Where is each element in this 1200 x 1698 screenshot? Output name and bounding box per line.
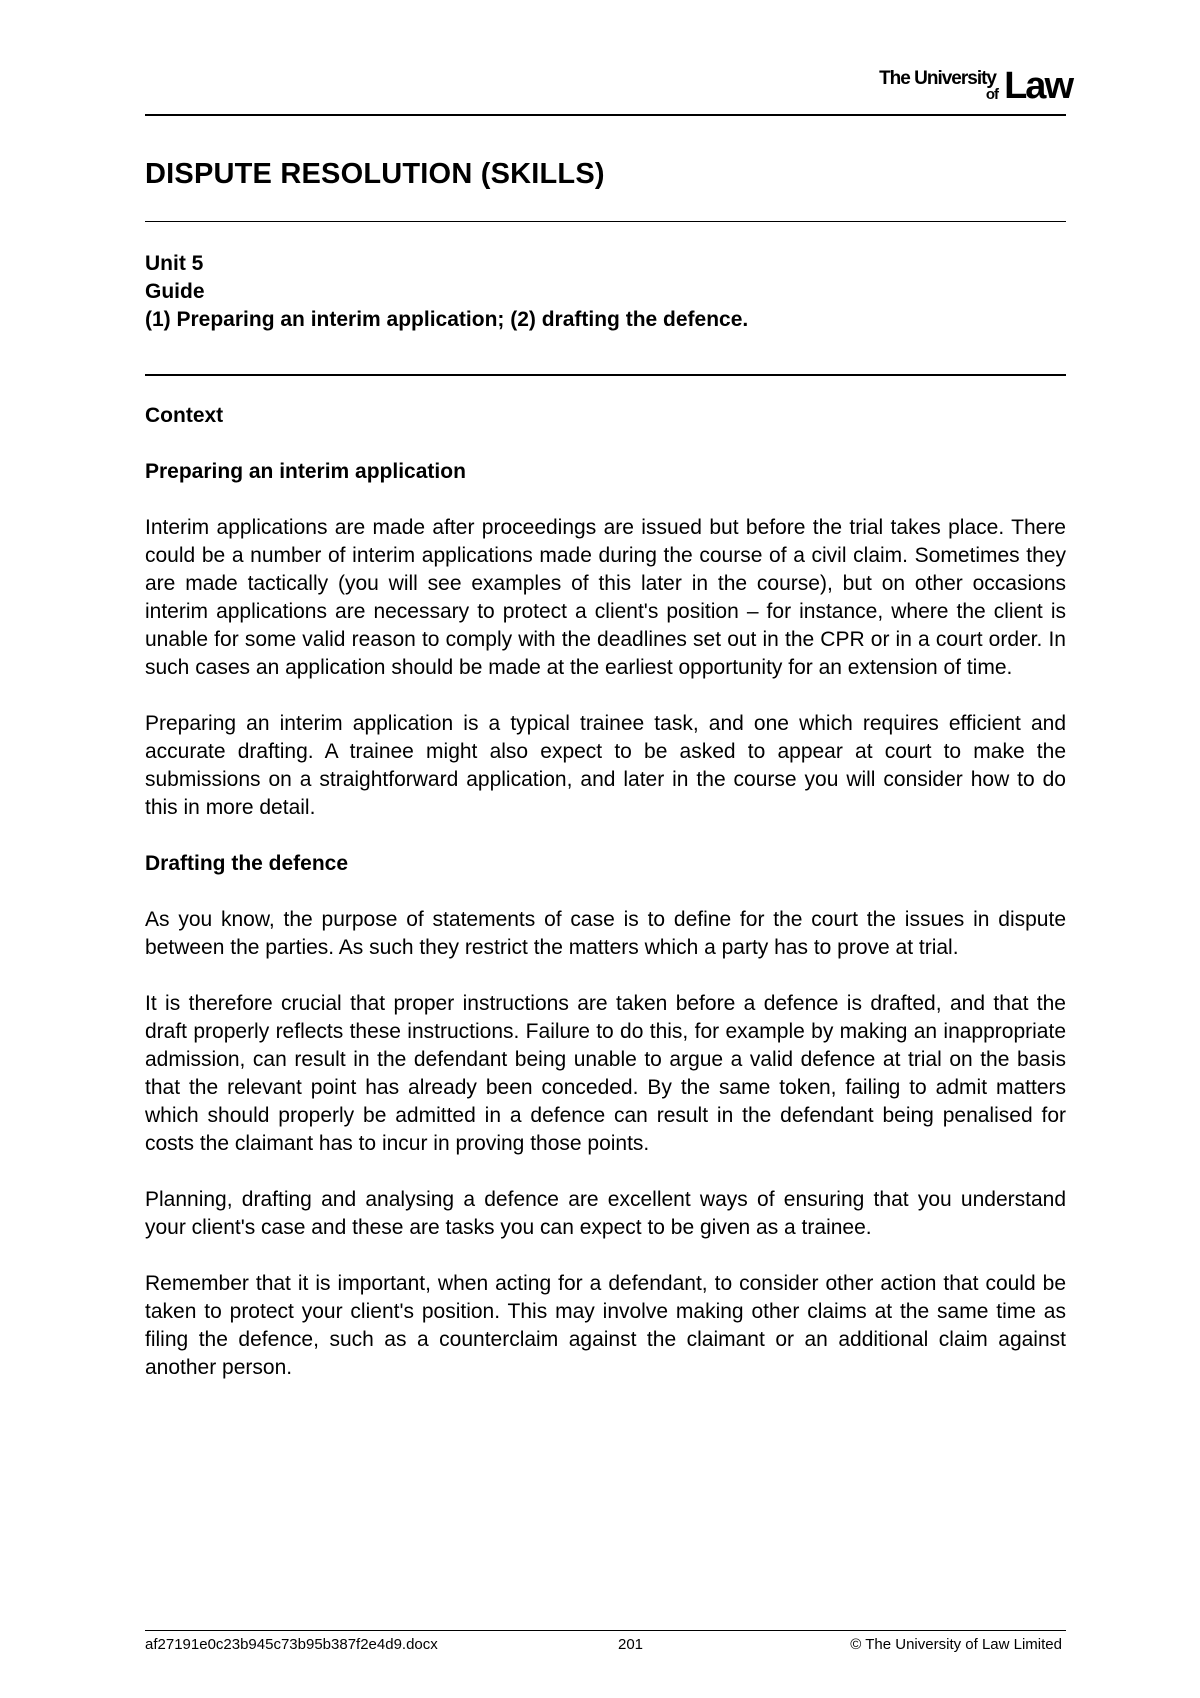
document-body [145, 402, 1066, 1410]
unit-subtitle: (1) Preparing an interim application; (2) drafting the defence. [145, 308, 749, 331]
defence-paragraph-1: As you know, the purpose of statements of case is to define for the court the issues in dispute between the parties. As such they restrict the matters which a party has to prove at trial. [145, 908, 1066, 959]
interim-heading: Preparing an interim application [145, 460, 466, 483]
footer-copyright: © The University of Law Limited [850, 1636, 1062, 1653]
interim-paragraph-2: Preparing an interim application is a typical trainee task, and one which requires efficient and accurate drafting. A trainee might also expect to be asked to appear at court to make the submissions on a straightforward application, and later in the course you will consider how to do this in more detail. [145, 712, 1066, 819]
guide-label: Guide [145, 280, 205, 303]
header-rule [145, 114, 1066, 116]
section-rule [145, 374, 1066, 376]
document-title: DISPUTE RESOLUTION (SKILLS) [145, 158, 605, 190]
title-rule [145, 221, 1066, 222]
page-footer [145, 1636, 1066, 1660]
unit-info [145, 250, 1066, 334]
logo-line-3: Law [1004, 65, 1072, 107]
interim-paragraph-1: Interim applications are made after proceedings are issued but before the trial takes place. There could be a number of interim applications made during the course of a civil claim. Sometimes they are made tactically (you will see examples of this later in the course), but on other occasions interim applications are necessary to protect a client's position – for instance, where the client is unable for some valid reason to comply with the deadlines set out in the CPR or in a court order. In such cases an application should be made at the earliest opportunity for an extension of time. [145, 516, 1066, 679]
logo-line-1: The University [879, 68, 996, 89]
defence-paragraph-3: Planning, drafting and analysing a defence are excellent ways of ensuring that you understand your client's case and these are tasks you can expect to be given as a trainee. [145, 1188, 1066, 1239]
defence-paragraph-2: It is therefore crucial that proper instructions are taken before a defence is drafted, and that the draft properly reflects these instructions. Failure to do this, for example by making an inappropriate admission, can result in the defendant being unable to argue a valid defence at trial on the basis that the relevant point has already been conceded. By the same token, failing to admit matters which should properly be admitted in a defence can result in the defendant being penalised for costs the claimant has to incur in proving those points. [145, 992, 1066, 1155]
logo-line-2: of [985, 86, 998, 103]
footer-filename: af27191e0c23b945c73b95b387f2e4d9.docx [145, 1636, 438, 1653]
university-logo [862, 66, 1072, 106]
defence-heading: Drafting the defence [145, 852, 349, 875]
footer-page-number: 201 [618, 1636, 644, 1653]
unit-label: Unit 5 [145, 252, 204, 275]
defence-paragraph-4: Remember that it is important, when acting for a defendant, to consider other action that could be taken to protect your client's position. This may involve making other claims at the same time as filing the defence, such as a counterclaim against the claimant or an additional claim against another person. [145, 1272, 1066, 1379]
footer-rule [145, 1630, 1066, 1631]
context-heading: Context [145, 404, 224, 427]
